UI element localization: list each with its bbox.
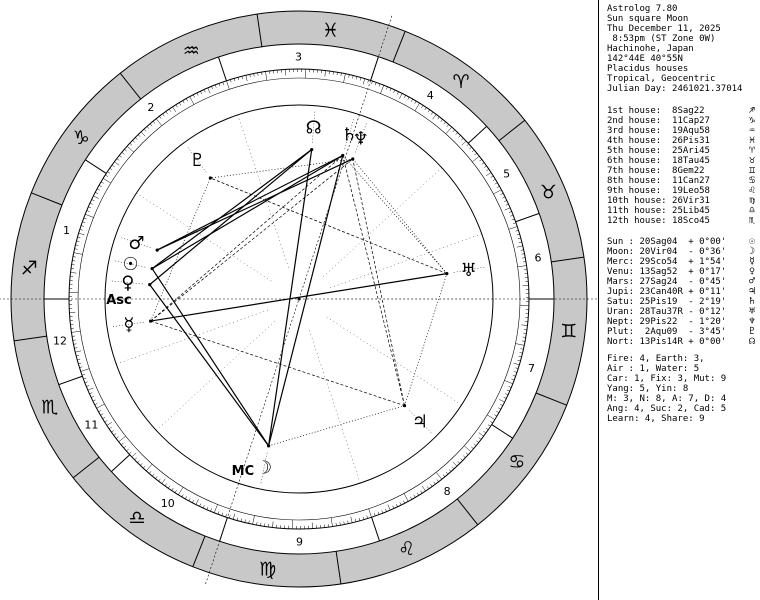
planet-glyph-icon: ☿ (123, 314, 135, 336)
house-cusp-row: 10th house: 26Vir31 (607, 196, 710, 206)
planet-icon: ♃ (748, 286, 755, 297)
planet-icon: ♅ (748, 306, 755, 317)
house-cusp-row: 1st house: 8Sag22 (607, 106, 705, 116)
header-line: 8:53pm (ST Zone 0W) (607, 34, 716, 44)
header-line: Placidus houses (607, 64, 689, 74)
summary-line: Air : 1, Water: 5 (607, 364, 700, 374)
planet-row: Satu: 25Pis19 - 2°19' (607, 297, 727, 307)
planet-marker (267, 444, 270, 447)
zodiac-sign-icon: ♒ (182, 39, 200, 62)
house-cusp-row: 7th house: 8Gem22 (607, 166, 705, 176)
house-cusp-row: 4th house: 26Pis31 (607, 136, 710, 146)
planet-marker (148, 283, 151, 286)
zodiac-sign-icon: ♌ (398, 538, 416, 561)
planet-glyph-icon: ☉ (122, 254, 139, 276)
house-number: 8 (443, 484, 451, 498)
planet-glyph-icon: ♃ (411, 411, 429, 433)
zodiac-sign-icon: ♈ (452, 71, 470, 94)
house-cusp-row: 5th house: 25Ari45 (607, 146, 710, 156)
planet-glyph-icon: ♀ (121, 272, 135, 294)
planet-glyph-icon: ☊ (305, 117, 322, 139)
house-number: 2 (147, 101, 155, 115)
planet-marker (209, 176, 212, 179)
zodiac-sign-icon: ♐ (20, 257, 38, 280)
planet-icon: ♂ (748, 276, 755, 287)
planet-marker (351, 157, 354, 160)
planet-row: Uran: 28Tau37R - 0°12' (607, 307, 727, 317)
zodiac-sign-icon: ♏ (41, 396, 59, 419)
house-number: 3 (294, 50, 302, 64)
sign-icon: ♈ (748, 145, 755, 156)
summary-line: Car: 1, Fix: 3, Mut: 9 (607, 374, 727, 384)
sign-icon: ♐ (748, 105, 755, 116)
planet-glyph-icon: ♄ (341, 124, 358, 146)
house-cusp-row: 3rd house: 19Aqu58 (607, 126, 710, 136)
house-number: 5 (503, 167, 511, 181)
sign-icon: ♊ (748, 165, 755, 176)
planet-icon: ☽ (748, 246, 755, 257)
planet-row: Venu: 13Sag52 + 0°17' (607, 267, 727, 277)
house-number: 12 (53, 334, 68, 348)
planet-row: Jupi: 23Can40R + 0°11' (607, 287, 727, 297)
planet-row: Moon: 20Vir04 - 0°36' (607, 247, 727, 257)
sign-icon: ♎ (748, 205, 755, 216)
header-line: Tropical, Geocentric (607, 74, 716, 84)
house-cusp-row: 6th house: 18Tau45 (607, 156, 710, 166)
house-number: 6 (534, 251, 542, 265)
planet-icon: ☊ (748, 336, 755, 347)
house-cusp-row: 9th house: 19Leo58 (607, 186, 710, 196)
header-line: Julian Day: 2461021.37014 (607, 84, 743, 94)
angle-label: MC (231, 464, 255, 480)
angle-label: Asc (106, 293, 132, 308)
house-number: 11 (84, 418, 99, 432)
planet-marker (341, 154, 344, 157)
planet-glyph-icon: ♅ (460, 259, 477, 281)
house-cusp-row: 12th house: 18Sco45 (607, 216, 710, 226)
planet-marker (403, 404, 406, 407)
header-line: Hachinohe, Japan (607, 44, 694, 54)
sign-icon: ♑ (748, 115, 755, 126)
planet-row: Nort: 13Pis14R + 0°00' (607, 337, 727, 347)
house-cusp-row: 8th house: 11Can27 (607, 176, 710, 186)
zodiac-sign-icon: ♑ (72, 127, 90, 150)
summary-line: Learn: 4, Share: 9 (607, 414, 705, 424)
planet-marker (156, 248, 159, 251)
sign-icon: ♉ (748, 155, 755, 166)
planet-icon: ♄ (748, 296, 755, 307)
zodiac-sign-icon: ♎ (128, 506, 146, 529)
header-line: Sun square Moon (607, 14, 689, 24)
sign-icon: ♏ (748, 215, 755, 226)
planet-row: Nept: 29Pis22 - 1°20' (607, 317, 727, 327)
house-number: 1 (63, 223, 71, 237)
zodiac-sign-icon: ♉ (539, 181, 557, 204)
summary-line: Yang: 5, Yin: 8 (607, 384, 689, 394)
zodiac-sign-icon: ♊ (560, 320, 578, 343)
house-cusp-row: 2nd house: 11Cap27 (607, 116, 710, 126)
header-line: 142°44E 40°55N (607, 54, 683, 64)
planet-marker (310, 148, 313, 151)
summary-line: Ang: 4, Suc: 2, Cad: 5 (607, 404, 727, 414)
zodiac-sign-icon: ♓ (321, 19, 339, 42)
planet-icon: ☿ (748, 256, 755, 267)
house-cusp-row: 11th house: 25Lib45 (607, 206, 710, 216)
house-number: 7 (527, 362, 535, 376)
planet-glyph-icon: ☽ (256, 457, 273, 479)
planet-icon: ♀ (748, 266, 755, 277)
zodiac-sign-icon: ♋ (508, 450, 526, 473)
house-number: 9 (296, 535, 304, 549)
header-line: Thu December 11, 2025 (607, 24, 721, 34)
info-panel (598, 0, 760, 600)
planet-glyph-icon: ♂ (128, 232, 145, 254)
sign-icon: ♋ (748, 175, 755, 186)
planet-row: Mars: 27Sag24 - 0°45' (607, 277, 727, 287)
planet-row: Merc: 29Sco54 + 1°54' (607, 257, 727, 267)
summary-line: Fire: 4, Earth: 3, (607, 354, 705, 364)
planet-marker (151, 267, 154, 270)
zodiac-sign-icon: ♍ (259, 558, 277, 581)
sign-icon: ♌ (748, 185, 755, 196)
planet-glyph-icon: ♆ (352, 128, 369, 150)
planet-marker (149, 319, 152, 322)
planet-icon: ♇ (748, 326, 755, 337)
planet-row: Plut: 2Aqu09 - 3°45' (607, 327, 727, 337)
sign-icon: ♓ (748, 135, 755, 146)
summary-line: M: 3, N: 8, A: 7, D: 4 (607, 394, 727, 404)
house-number: 10 (160, 496, 175, 510)
planet-marker (445, 272, 448, 275)
header-line: Astrolog 7.80 (607, 4, 678, 14)
sign-icon: ♒ (748, 125, 755, 136)
planet-icon: ☉ (748, 236, 755, 247)
planet-icon: ♆ (748, 316, 755, 327)
center-point (298, 298, 301, 301)
planet-glyph-icon: ♇ (189, 150, 206, 172)
planet-row: Sun : 20Sag04 + 0°00' (607, 237, 727, 247)
sign-icon: ♍ (748, 195, 755, 206)
house-number: 4 (426, 89, 434, 103)
